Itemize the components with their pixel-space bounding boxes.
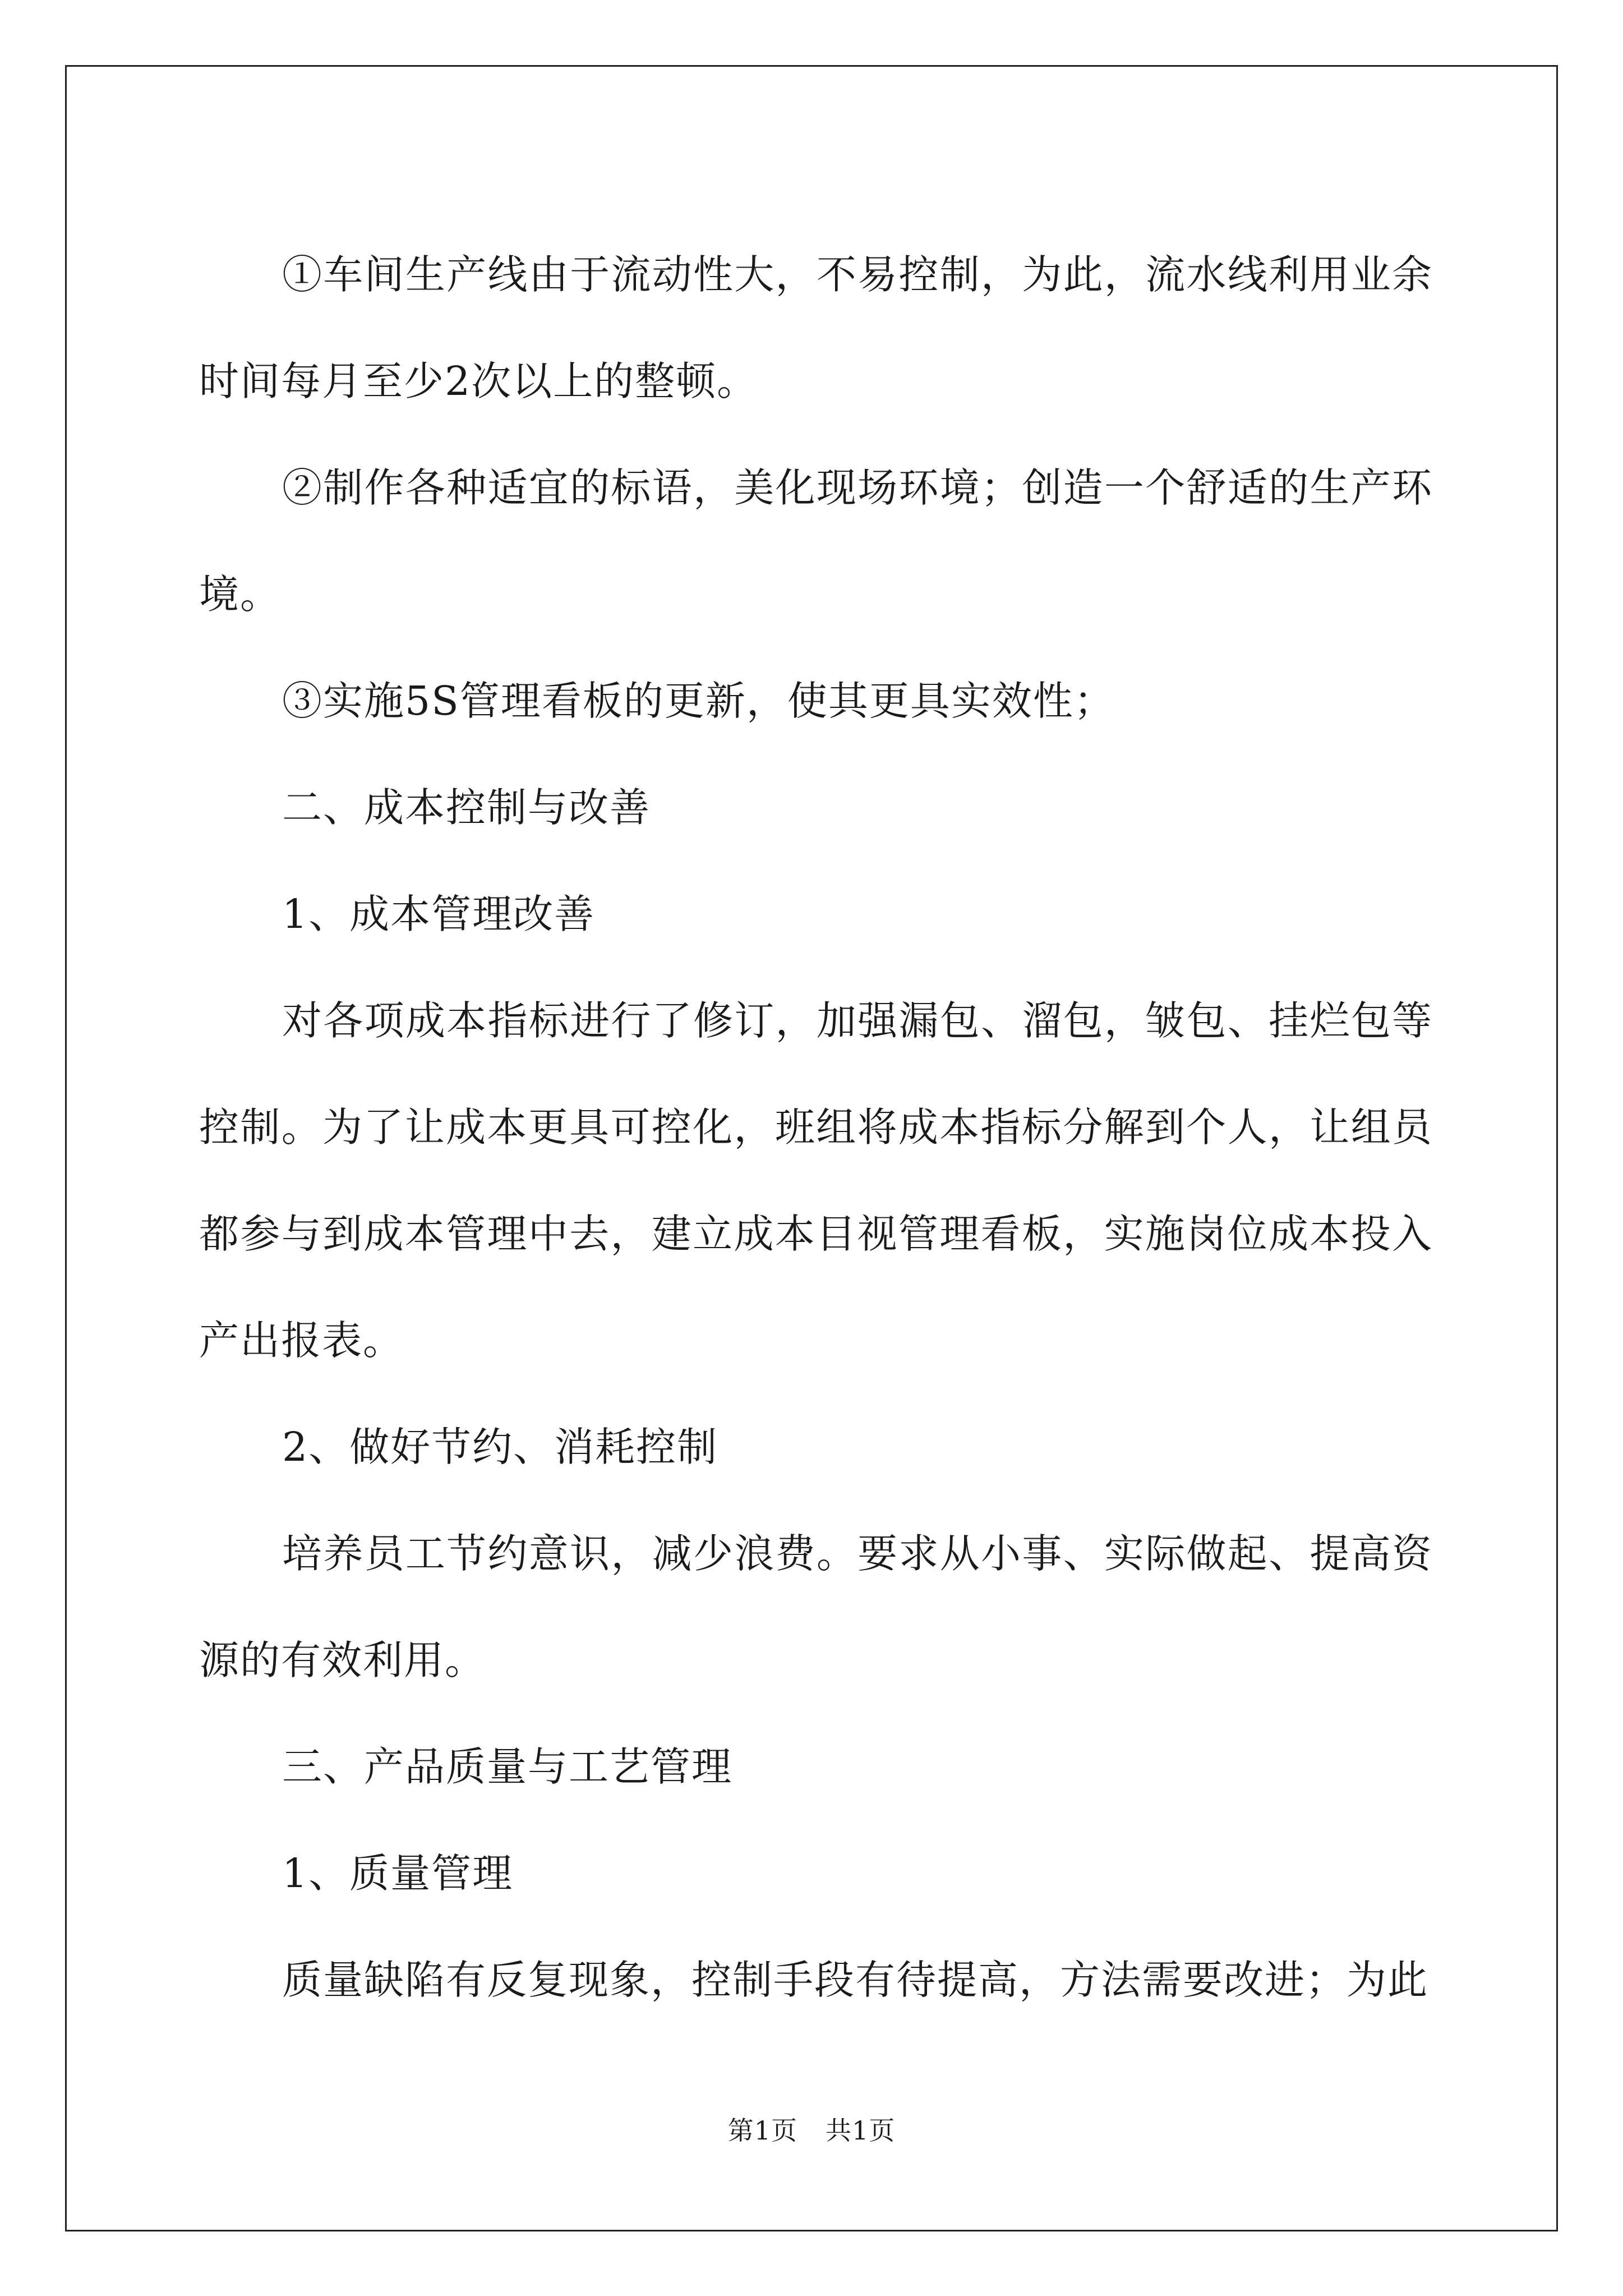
- subheading-saving: 2、做好节约、消耗控制: [282, 1424, 718, 1470]
- paragraph-quality-details: 质量缺陷有反复现象，控制手段有待提高，方法需要改进；为此: [282, 1957, 1429, 2003]
- section-heading-quality: 三、产品质量与工艺管理: [282, 1743, 733, 1790]
- page-footer: [0, 2114, 1623, 2147]
- subheading-cost-management: 1、成本管理改善: [282, 891, 596, 937]
- section-heading-cost: 二、成本控制与改善: [282, 784, 651, 831]
- page-number: 第1页: [727, 2115, 797, 2146]
- paragraph-saving-details: 培养员工节约意识，减少浪费。要求从小事、实际做起、提高资源的有效利用。: [199, 1530, 1433, 1683]
- paragraph-3: ③实施5S管理看板的更新，使其更具实效性；: [282, 678, 1115, 724]
- paragraph-cost-details: 对各项成本指标进行了修订，加强漏包、溜包，皱包、挂烂包等控制。为了让成本更具可控化，班组将成本指标分解到个人，让组员都参与到成本管理中去，建立成本目视管理看板，实施岗位成本投入产出报表。: [199, 997, 1433, 1364]
- paragraph-2: ②制作各种适宜的标语，美化现场环境；创造一个舒适的生产环境。: [199, 464, 1433, 618]
- subheading-quality-management: 1、质量管理: [282, 1850, 514, 1897]
- page-total: 共1页: [826, 2115, 896, 2146]
- paragraph-1: ①车间生产线由于流动性大，不易控制，为此，流水线利用业余时间每月至少2次以上的整顿。: [199, 251, 1433, 404]
- document-body: [199, 222, 1433, 2033]
